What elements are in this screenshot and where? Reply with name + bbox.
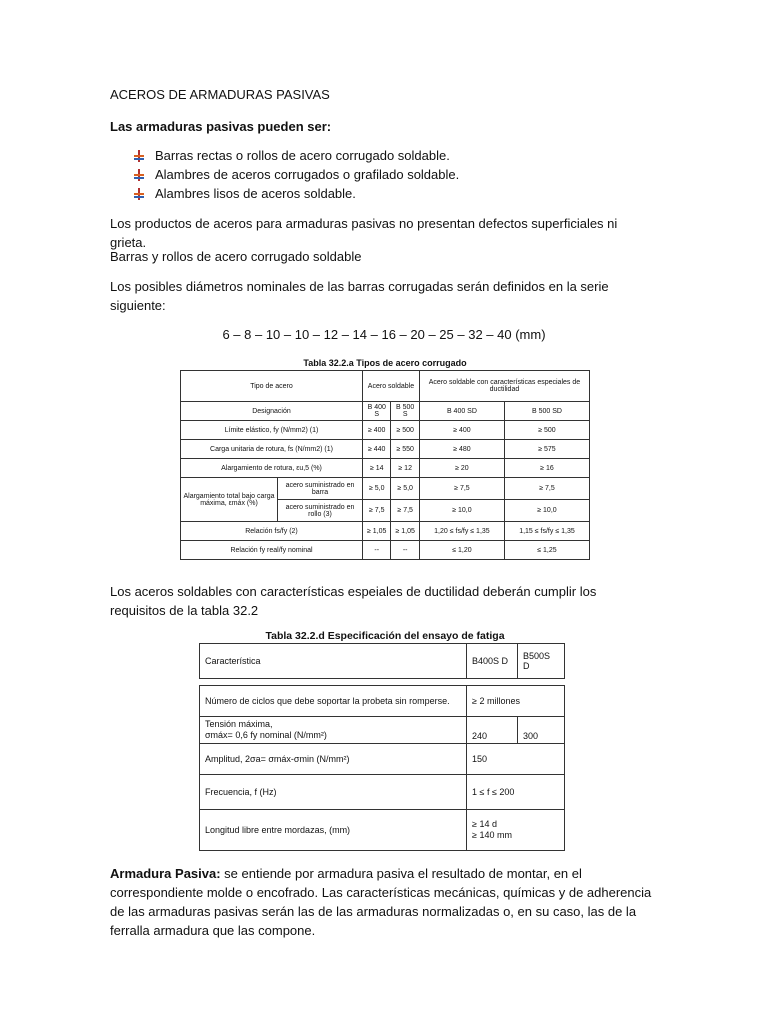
table-cell: Número de ciclos que debe soportar la probeta sin romperse. bbox=[200, 686, 467, 717]
table-cell: Longitud libre entre mordazas, (mm) bbox=[200, 810, 467, 851]
table-row bbox=[200, 644, 565, 679]
table-row bbox=[181, 402, 590, 421]
table-row bbox=[200, 810, 565, 851]
table-cell: Relación fy real/fy nominal bbox=[181, 541, 363, 560]
table-cell: ≥ 400 bbox=[419, 421, 504, 440]
table-cell: ≥ 575 bbox=[504, 440, 589, 459]
table-cell: ≥ 14 d ≥ 140 mm bbox=[467, 810, 565, 851]
paragraph: Los posibles diámetros nominales de las barras corrugadas serán definidos en la serie siguiente: bbox=[110, 279, 609, 313]
table-cell: Tipo de acero bbox=[181, 371, 363, 402]
table-cell: ≥ 2 millones bbox=[467, 686, 565, 717]
table-cell: Designación bbox=[181, 402, 363, 421]
table-cell: 240 bbox=[467, 717, 518, 744]
table-row bbox=[200, 775, 565, 810]
table-cell: ≥ 440 bbox=[363, 440, 391, 459]
table-cell: ≥ 7,5 bbox=[391, 500, 419, 522]
table-cell: ≥ 14 bbox=[363, 459, 391, 478]
table-caption: Tabla 32.2.a Tipos de acero corrugado bbox=[303, 358, 467, 368]
bullet-list bbox=[133, 146, 459, 203]
table-cell: ≥ 5,0 bbox=[363, 478, 391, 500]
table-cell: B500S D bbox=[518, 644, 565, 679]
table-row bbox=[181, 440, 590, 459]
table-cell: Carga unitaria de rotura, fs (N/mm2) (1) bbox=[181, 440, 363, 459]
table-cell: B 400 SD bbox=[419, 402, 504, 421]
table-row bbox=[200, 686, 565, 717]
table-row bbox=[181, 421, 590, 440]
table-cell: B 500 S bbox=[391, 402, 419, 421]
table-cell: Acero soldable bbox=[363, 371, 420, 402]
table-cell: Relación fs/fy (2) bbox=[181, 522, 363, 541]
table-cell: acero suministrado en barra bbox=[278, 478, 363, 500]
bullet-icon bbox=[133, 169, 145, 181]
table-cell: ≥ 10,0 bbox=[504, 500, 589, 522]
table-row bbox=[200, 744, 565, 775]
table-row bbox=[181, 522, 590, 541]
bullet-icon bbox=[133, 150, 145, 162]
table-row bbox=[181, 478, 590, 500]
table-cell: ≥ 550 bbox=[391, 440, 419, 459]
table-cell: ≥ 500 bbox=[504, 421, 589, 440]
table-cell: Alargamiento de rotura, εu,5 (%) bbox=[181, 459, 363, 478]
table-row bbox=[181, 541, 590, 560]
table-row bbox=[200, 717, 565, 744]
table-cell: 300 bbox=[518, 717, 565, 744]
table-cell: ≥ 500 bbox=[391, 421, 419, 440]
bullet-icon bbox=[133, 188, 145, 200]
table-cell: 150 bbox=[467, 744, 565, 775]
table-caption: Tabla 32.2.d Especificación del ensayo de fatiga bbox=[265, 630, 505, 642]
table-cell: ≥ 7,5 bbox=[363, 500, 391, 522]
table-cell: ≥ 20 bbox=[419, 459, 504, 478]
table-cell: ≥ 400 bbox=[363, 421, 391, 440]
table-cell: 1 ≤ f ≤ 200 bbox=[467, 775, 565, 810]
table-cell: -- bbox=[363, 541, 391, 560]
table-cell: Límite elástico, fy (N/mm2) (1) bbox=[181, 421, 363, 440]
table-cell: B 500 SD bbox=[504, 402, 589, 421]
paragraph: Los aceros soldables con características espeiales de ductilidad deberán cumplir los requisitos de la tabla 32.2 bbox=[110, 584, 597, 618]
table-cell: Alargamiento total bajo carga máxima, εmáx (%) bbox=[181, 478, 278, 522]
table-cell: ≥ 5,0 bbox=[391, 478, 419, 500]
table-cell: -- bbox=[391, 541, 419, 560]
list-item: Alambres lisos de aceros soldable. bbox=[133, 184, 459, 203]
intro-text: Las armaduras pasivas pueden ser: bbox=[110, 119, 332, 134]
table-cell: ≥ 7,5 bbox=[504, 478, 589, 500]
table-cell: ≥ 10,0 bbox=[419, 500, 504, 522]
table-cell: Tensión máxima, σmáx= 0,6 fy nominal (N/mm²) bbox=[200, 717, 467, 744]
table-cell: ≥ 12 bbox=[391, 459, 419, 478]
list-item: Barras rectas o rollos de acero corrugado soldable. bbox=[133, 146, 459, 165]
table-cell: acero suministrado en rollo (3) bbox=[278, 500, 363, 522]
paragraph: Los productos de aceros para armaduras pasivas no presentan defectos superficiales ni grieta. bbox=[110, 216, 618, 250]
table-cell: Acero soldable con características especiales de ductilidad bbox=[419, 371, 589, 402]
table-cell: Amplitud, 2σa= σmáx-σmin (N/mm²) bbox=[200, 744, 467, 775]
fatigue-test-table bbox=[199, 643, 565, 851]
table-cell: Característica bbox=[200, 644, 467, 679]
table-cell: 1,15 ≤ fs/fy ≤ 1,35 bbox=[504, 522, 589, 541]
table-cell: ≥ 16 bbox=[504, 459, 589, 478]
table-row bbox=[181, 459, 590, 478]
list-item: Alambres de aceros corrugados o grafilado soldable. bbox=[133, 165, 459, 184]
section-heading: Barras y rollos de acero corrugado soldable bbox=[110, 249, 362, 264]
table-cell: ≤ 1,20 bbox=[419, 541, 504, 560]
paragraph: Armadura Pasiva: se entiende por armadura pasiva el resultado de montar, en el correspondiente molde o encofrado. Las características mecánicas, químicas y de adherencia de las armaduras pasivas serán las de las armaduras normalizadas o, en su caso, las de la ferralla armadura que las compone. bbox=[110, 866, 652, 938]
table-cell: ≥ 480 bbox=[419, 440, 504, 459]
table-cell: 1,20 ≤ fs/fy ≤ 1,35 bbox=[419, 522, 504, 541]
table-cell: B400S D bbox=[467, 644, 518, 679]
steel-types-table bbox=[180, 370, 590, 560]
table-cell: B 400 S bbox=[363, 402, 391, 421]
table-cell: ≤ 1,25 bbox=[504, 541, 589, 560]
table-cell: Frecuencia, f (Hz) bbox=[200, 775, 467, 810]
table-cell: ≥ 1,05 bbox=[363, 522, 391, 541]
table-cell: ≥ 7,5 bbox=[419, 478, 504, 500]
diameter-series: 6 – 8 – 10 – 10 – 12 – 14 – 16 – 20 – 25 – 32 – 40 (mm) bbox=[222, 327, 546, 342]
document-title: ACEROS DE ARMADURAS PASIVAS bbox=[110, 87, 330, 102]
table-cell: ≥ 1,05 bbox=[391, 522, 419, 541]
